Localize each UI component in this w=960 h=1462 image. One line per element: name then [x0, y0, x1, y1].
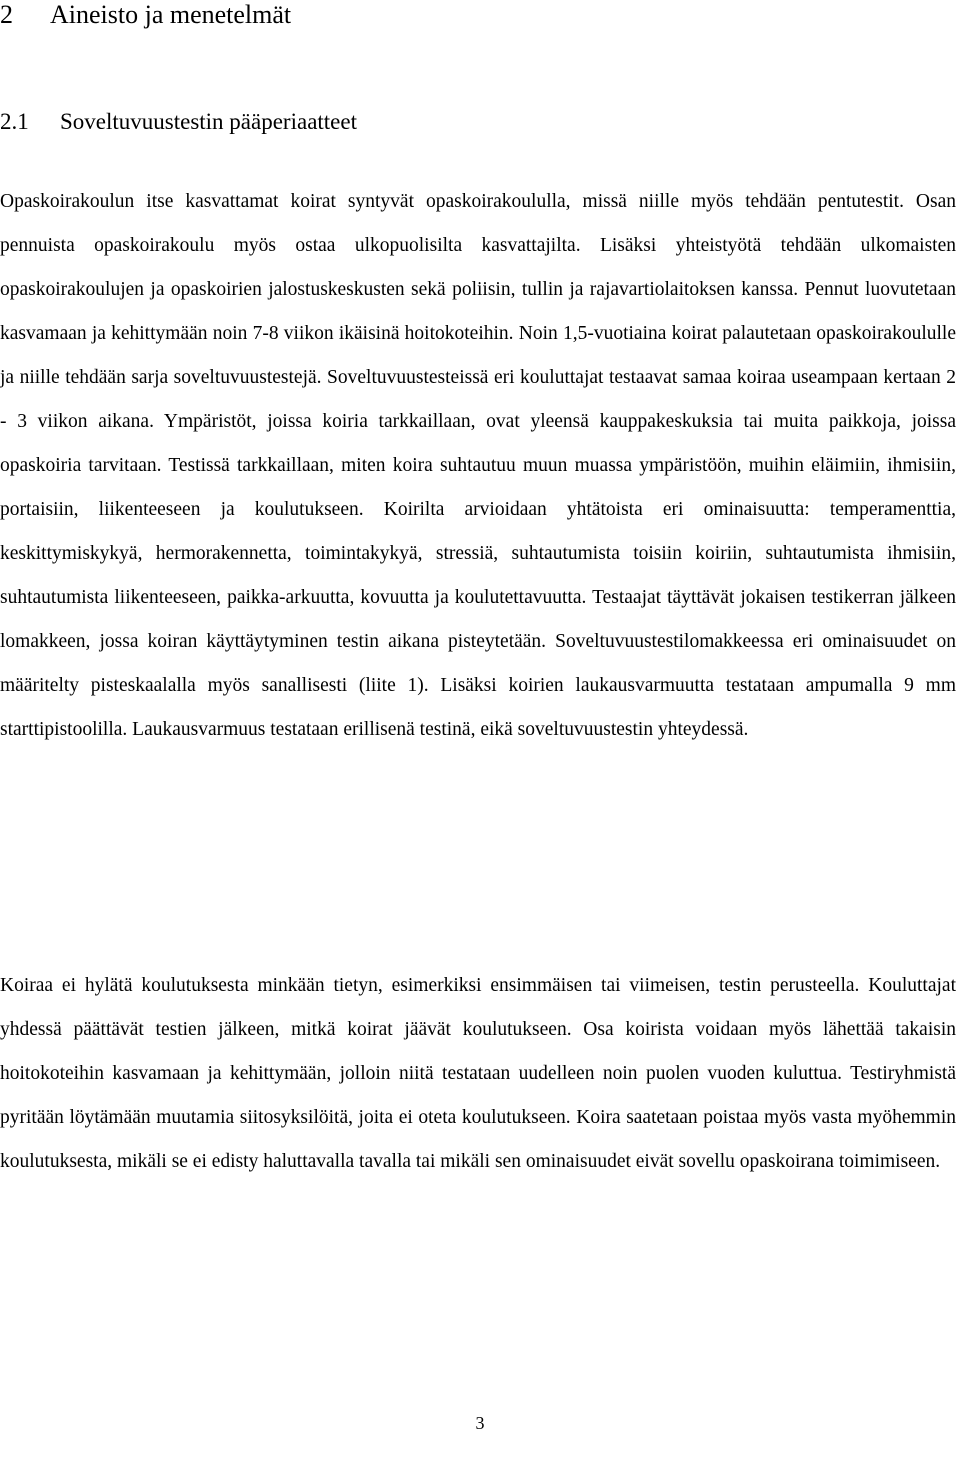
body-paragraph-2: Koiraa ei hylätä koulutuksesta minkään tietyn, esimerkiksi ensimmäisen tai viimeisen, testin perusteella. Kouluttajat yhdessä päättävät testien jälkeen, mitkä koirat jäävät koulutukseen. Osa koirista voidaan myös lähettää takaisin hoitokoteihin kasvamaan ja kehittymään, jolloin niitä testataan uudelleen noin puolen vuoden kuluttua. Testiryhmistä pyritään löytämään muutamia siitosyksilöitä, joita ei oteta koulutukseen. Koira saatetaan poistaa myös vasta myöhemmin koulutuksesta, mikäli se ei edisty haluttavalla tavalla tai mikäli sen ominaisuudet eivät sovellu opaskoirana toimimiseen. [0, 975, 956, 1172]
page-number: 3 [475, 1413, 485, 1433]
section-title: Soveltuvuustestin pääperiaatteet [60, 109, 357, 134]
chapter-heading [0, 0, 291, 30]
chapter-number: 2 [0, 0, 13, 29]
section-number: 2.1 [0, 109, 29, 134]
section-heading [0, 108, 357, 136]
chapter-title: Aineisto ja menetelmät [50, 0, 292, 29]
body-paragraph-1: Opaskoirakoulun itse kasvattamat koirat syntyvät opaskoirakoululla, missä niille myös tehdään pentutestit. Osan pennuista opaskoirakoulu myös ostaa ulkopuolisilta kasvattajilta. Lisäksi yhteistyötä tehdään ulkomaisten opaskoirakoulujen ja opaskoirien jalostuskeskusten sekä poliisin, tullin ja rajavartiolaitoksen kanssa. Pennut luovutetaan kasvamaan ja kehittymään noin 7-8 viikon ikäisinä hoitokoteihin. Noin 1,5-vuotiaina koirat palautetaan opaskoirakoululle ja niille tehdään sarja soveltuvuustestejä. Soveltuvuustesteissä eri kouluttajat testaavat samaa koiraa useampaan kertaan 2 - 3 viikon aikana. Ympäristöt, joissa koiria tarkkaillaan, ovat yleensä kauppakeskuksia tai muita paikkoja, joissa opaskoiria tarvitaan. Testissä tarkkaillaan, miten koira suhtautuu muun muassa ympäristöön, muihin eläimiin, ihmisiin, portaisiin, liikenteeseen ja koulutukseen. Koirilta arvioidaan yhtätoista eri ominaisuutta: temperamenttia, keskittymiskykyä, hermorakennetta, toimintakykyä, stressiä, suhtautumista toisiin koiriin, suhtautumista ihmisiin, suhtautumista liikenteeseen, paikka-arkuutta, kovuutta ja koulutettavuutta. Testaajat täyttävät jokaisen testikerran jälkeen lomakkeen, jossa koiran käyttäytyminen testin aikana pisteytetään. Soveltuvuustestilomakkeessa eri ominaisuudet on määritelty pisteskaalalla myös sanallisesti (liite 1). Lisäksi koirien laukausvarmuutta testataan ampumalla 9 mm starttipistoolilla. Laukausvarmuus testataan erillisenä testinä, eikä soveltuvuustestin yhteydessä. [0, 191, 956, 740]
